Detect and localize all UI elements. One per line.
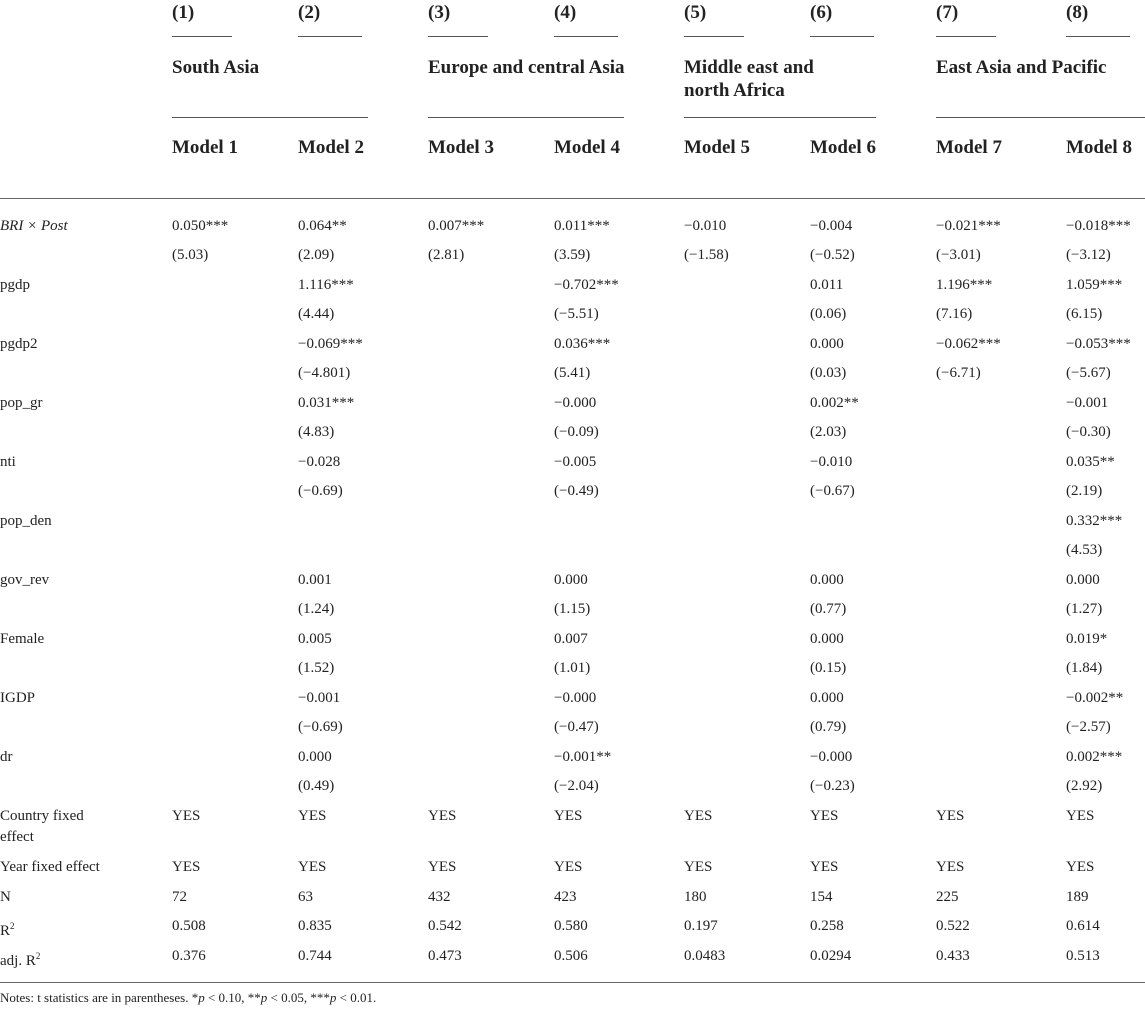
table-cell: 0.513: [1066, 948, 1100, 964]
model-header: Model 6: [810, 137, 876, 158]
row-label: pgdp2: [0, 336, 38, 352]
table-cell: 0.835: [298, 918, 332, 934]
row-label: adj. $R^2$: [0, 951, 41, 969]
table-cell: (−0.49): [554, 483, 599, 499]
table-cell: −0.028: [298, 454, 341, 470]
column-number: (5): [684, 2, 707, 23]
table-cell: (4.83): [298, 424, 335, 440]
table-cell: (1.24): [298, 601, 335, 617]
table-cell: 0.744: [298, 948, 332, 964]
table-cell: YES: [298, 859, 327, 875]
table-cell: (7.16): [936, 306, 973, 322]
table-cell: 154: [810, 889, 833, 905]
table-cell: 0.258: [810, 918, 844, 934]
table-cell: YES: [172, 859, 201, 875]
table-cell: −0.018***: [1066, 218, 1131, 234]
table-cell: 0.473: [428, 948, 462, 964]
region-underline: [684, 117, 876, 118]
column-number: (3): [428, 2, 451, 23]
region-header: Europe and central Asia: [428, 57, 625, 78]
table-cell: −0.000: [554, 395, 597, 411]
table-cell: (−0.09): [554, 424, 599, 440]
row-label: IGDP: [0, 690, 36, 706]
table-cell: 1.196***: [936, 277, 993, 293]
table-cell: YES: [810, 859, 839, 875]
table-cell: (−0.67): [810, 483, 855, 499]
table-cell: 180: [684, 889, 707, 905]
model-header: Model 8: [1066, 137, 1132, 158]
column-number-underline: [554, 36, 618, 37]
table-cell: YES: [936, 808, 965, 824]
column-number-underline: [1066, 36, 1130, 37]
table-cell: (4.53): [1066, 542, 1103, 558]
table-cell: −0.000: [810, 749, 853, 765]
table-cell: −0.001**: [554, 749, 612, 765]
table-cell: (1.84): [1066, 660, 1103, 676]
table-cell: −0.001: [1066, 395, 1109, 411]
table-cell: 0.011: [810, 277, 844, 293]
model-header: Model 3: [428, 137, 494, 158]
column-number: (1): [172, 2, 195, 23]
table-cell: 0.197: [684, 918, 718, 934]
table-cell: (1.52): [298, 660, 335, 676]
table-cell: (2.81): [428, 247, 465, 263]
table-cell: −0.053***: [1066, 336, 1131, 352]
table-cell: 0.007: [554, 631, 588, 647]
row-label: Country fixed effect: [0, 808, 84, 845]
row-label: N: [0, 889, 11, 905]
table-cell: 0.002**: [810, 395, 859, 411]
table-cell: 0.001: [298, 572, 332, 588]
column-number-underline: [298, 36, 362, 37]
row-label: dr: [0, 749, 13, 765]
table-cell: 1.059***: [1066, 277, 1123, 293]
table-cell: (−0.52): [810, 247, 855, 263]
table-cell: (−5.67): [1066, 365, 1111, 381]
table-cell: 432: [428, 889, 451, 905]
table-cell: 0.000: [810, 336, 844, 352]
table-cell: YES: [684, 859, 713, 875]
column-number: (2): [298, 2, 321, 23]
table-cell: (1.15): [554, 601, 591, 617]
table-cell: 72: [172, 889, 187, 905]
table-cell: 0.002***: [1066, 749, 1123, 765]
table-cell: 0.000: [554, 572, 588, 588]
row-label: pop_den: [0, 513, 52, 529]
table-cell: −0.001: [298, 690, 341, 706]
table-cell: −0.002**: [1066, 690, 1124, 706]
table-cell: 0.000: [1066, 572, 1100, 588]
model-header: Model 2: [298, 137, 364, 158]
table-cell: (1.27): [1066, 601, 1103, 617]
table-cell: (0.49): [298, 778, 335, 794]
table-cell: 0.035**: [1066, 454, 1115, 470]
table-cell: YES: [554, 859, 583, 875]
table-cell: (0.15): [810, 660, 847, 676]
table-cell: (−6.71): [936, 365, 981, 381]
column-number: (8): [1066, 2, 1089, 23]
row-label: gov_rev: [0, 572, 50, 588]
region-header: South Asia: [172, 57, 260, 78]
table-cell: (0.79): [810, 719, 847, 735]
table-cell: (5.03): [172, 247, 209, 263]
table-cell: −0.021***: [936, 218, 1001, 234]
row-label: nti: [0, 454, 16, 470]
table-cell: (5.41): [554, 365, 591, 381]
table-cell: (−1.58): [684, 247, 729, 263]
table-cell: 0.050***: [172, 218, 229, 234]
model-header: Model 4: [554, 137, 620, 158]
table-cell: 0.005: [298, 631, 332, 647]
table-cell: 0.031***: [298, 395, 355, 411]
table-cell: (2.09): [298, 247, 335, 263]
column-number: (6): [810, 2, 833, 23]
table-cell: 0.522: [936, 918, 970, 934]
table-cell: 0.580: [554, 918, 588, 934]
table-cell: (0.03): [810, 365, 847, 381]
table-cell: 0.614: [1066, 918, 1100, 934]
table-cell: YES: [1066, 859, 1095, 875]
table-cell: 423: [554, 889, 577, 905]
table-cell: YES: [1066, 808, 1095, 824]
row-label: Year fixed effect: [0, 859, 100, 875]
table-cell: 0.019*: [1066, 631, 1108, 647]
table-cell: −0.702***: [554, 277, 619, 293]
table-cell: 0.508: [172, 918, 206, 934]
region-header: Middle east and north Africa: [684, 57, 814, 101]
table-cell: YES: [298, 808, 327, 824]
row-label: Female: [0, 631, 45, 647]
table-cell: (1.01): [554, 660, 591, 676]
table-cell: YES: [810, 808, 839, 824]
table-cell: (−5.51): [554, 306, 599, 322]
column-number-underline: [428, 36, 488, 37]
table-cell: 0.0483: [684, 948, 726, 964]
row-label: pgdp: [0, 277, 30, 293]
model-header: Model 5: [684, 137, 750, 158]
table-cell: (0.06): [810, 306, 847, 322]
table-cell: YES: [936, 859, 965, 875]
column-number: (7): [936, 2, 959, 23]
table-cell: 0.000: [810, 690, 844, 706]
column-number-underline: [172, 36, 232, 37]
table-cell: 0.000: [810, 631, 844, 647]
table-cell: YES: [172, 808, 201, 824]
table-notes: Notes: t statistics are in parentheses. *p < 0.10, **p < 0.05, ***p < 0.01.: [0, 990, 377, 1005]
table-cell: −0.010: [810, 454, 853, 470]
table-cell: 0.332***: [1066, 513, 1123, 529]
table-cell: 189: [1066, 889, 1089, 905]
column-number: (4): [554, 2, 577, 23]
table-cell: (−4.801): [298, 365, 351, 381]
region-header: East Asia and Pacific: [936, 57, 1107, 78]
table-cell: 0.064**: [298, 218, 347, 234]
table-cell: (−0.69): [298, 483, 343, 499]
table-cell: 0.506: [554, 948, 588, 964]
table-cell: (−2.57): [1066, 719, 1111, 735]
column-number-underline: [684, 36, 744, 37]
table-cell: −0.000: [554, 690, 597, 706]
table-cell: (0.77): [810, 601, 847, 617]
region-underline: [172, 117, 368, 118]
row-label: BRI × Post: [0, 218, 68, 234]
table-cell: (2.19): [1066, 483, 1103, 499]
table-cell: 0.007***: [428, 218, 485, 234]
header-bottom-rule: [0, 198, 1145, 199]
table-cell: (−3.01): [936, 247, 981, 263]
table-cell: (−0.47): [554, 719, 599, 735]
table-cell: (3.59): [554, 247, 591, 263]
table-bottom-rule: [0, 982, 1145, 983]
table-cell: −0.069***: [298, 336, 363, 352]
table-cell: 0.542: [428, 918, 462, 934]
table-cell: −0.010: [684, 218, 727, 234]
table-cell: 0.433: [936, 948, 970, 964]
table-cell: YES: [554, 808, 583, 824]
table-cell: (−0.69): [298, 719, 343, 735]
table-cell: (6.15): [1066, 306, 1103, 322]
table-cell: −0.005: [554, 454, 597, 470]
table-cell: YES: [684, 808, 713, 824]
table-cell: YES: [428, 859, 457, 875]
table-cell: (−2.04): [554, 778, 599, 794]
table-cell: −0.004: [810, 218, 853, 234]
table-cell: (−0.23): [810, 778, 855, 794]
column-number-underline: [810, 36, 874, 37]
table-cell: (−3.12): [1066, 247, 1111, 263]
table-cell: YES: [428, 808, 457, 824]
table-cell: (2.92): [1066, 778, 1103, 794]
model-header: Model 7: [936, 137, 1002, 158]
row-label: pop_gr: [0, 395, 43, 411]
table-cell: 63: [298, 889, 313, 905]
table-cell: 0.036***: [554, 336, 611, 352]
table-cell: 0.376: [172, 948, 206, 964]
table-cell: 0.000: [298, 749, 332, 765]
table-cell: 0.000: [810, 572, 844, 588]
table-cell: (2.03): [810, 424, 847, 440]
table-cell: (−0.30): [1066, 424, 1111, 440]
table-cell: 1.116***: [298, 277, 354, 293]
table-cell: 225: [936, 889, 959, 905]
region-underline: [936, 117, 1145, 118]
table-cell: (4.44): [298, 306, 335, 322]
row-label: $R^2$: [0, 921, 15, 939]
region-underline: [428, 117, 624, 118]
table-cell: 0.011***: [554, 218, 610, 234]
column-number-underline: [936, 36, 996, 37]
table-cell: 0.0294: [810, 948, 852, 964]
model-header: Model 1: [172, 137, 238, 158]
table-cell: −0.062***: [936, 336, 1001, 352]
